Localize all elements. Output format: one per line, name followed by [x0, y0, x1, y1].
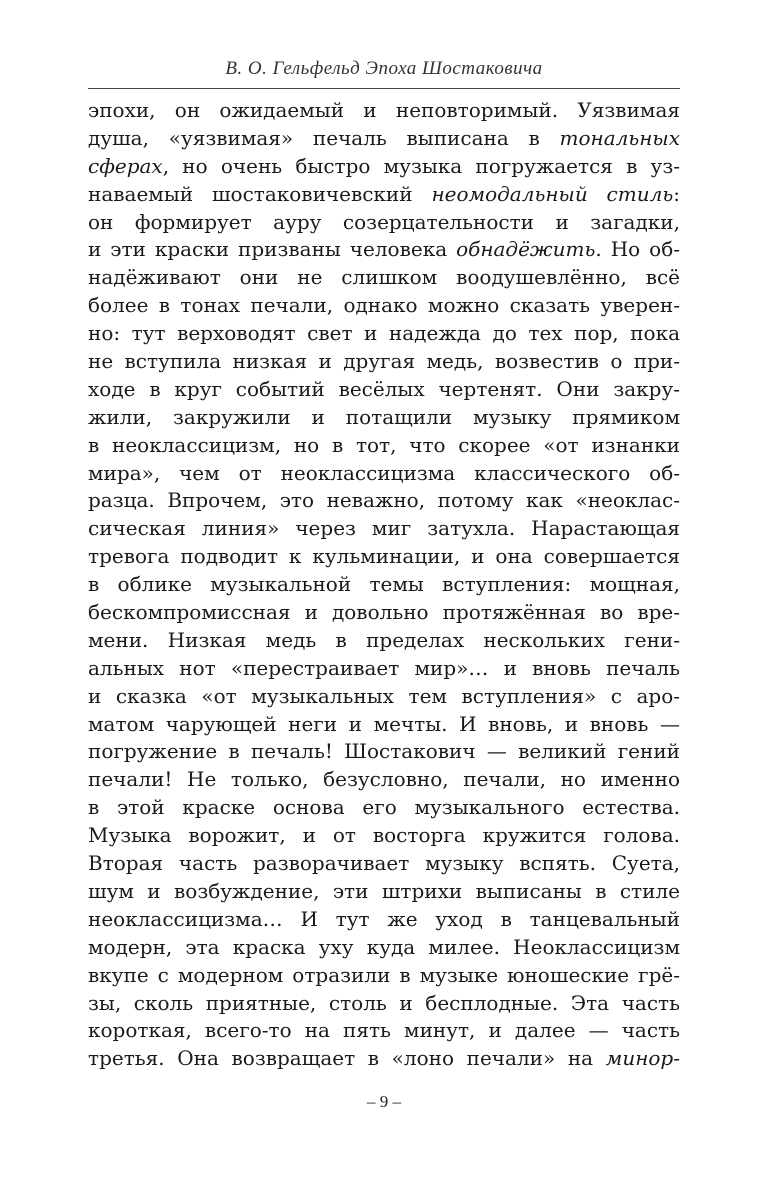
text-line: ходе в круг событий весёлых чертенят. Они закру-	[88, 376, 680, 401]
text-line: зы, сколь приятные, столь и бесплодные. Эта часть	[88, 990, 680, 1015]
text-line: душа, «уязвимая» печаль выписана в тональных	[88, 125, 680, 150]
text-line: третья. Она возвращает в «лоно печали» на минор-	[88, 1046, 680, 1071]
italic-emphasis: сферах	[88, 153, 163, 178]
text-line: более в тонах печали, однако можно сказать уверен-	[88, 293, 680, 318]
header-divider	[88, 88, 680, 89]
text-line: разца. Впрочем, это неважно, потому как «неоклас-	[88, 488, 680, 513]
text-line: в облике музыкальной темы вступления: мощная,	[88, 572, 680, 597]
italic-emphasis: тональных	[559, 125, 680, 150]
text-line: альных нот «перестраивает мир»… и вновь печаль	[88, 655, 680, 680]
text-line: тревога подводит к кульминации, и она совершается	[88, 544, 680, 569]
italic-emphasis: неомодальный стиль	[431, 181, 674, 206]
body-text	[88, 97, 680, 1073]
text-line: печали! Не только, безусловно, печали, но именно	[88, 767, 680, 792]
text-line: и эти краски призваны человека обнадёжить. Но об-	[88, 237, 680, 262]
text-line: но: тут верховодят свет и надежда до тех пор, пока	[88, 321, 680, 346]
text-line: мени. Низкая медь в пределах нескольких гени-	[88, 627, 680, 652]
text-line: матом чарующей неги и мечты. И вновь, и вновь —	[88, 711, 680, 736]
italic-emphasis: минор-	[605, 1046, 680, 1071]
text-line: неоклассицизма… И тут же уход в танцевальный	[88, 906, 680, 931]
text-line: жили, закружили и потащили музыку прямиком	[88, 404, 680, 429]
text-line: и сказка «от музыкальных тем вступления» с аро-	[88, 683, 680, 708]
text-line: в неоклассицизм, но в тот, что скорее «от изнанки	[88, 432, 680, 457]
text-line: короткая, всего-то на пять минут, и далее — часть	[88, 1018, 680, 1043]
text-line: надёживают они не слишком воодушевлённо, всё	[88, 265, 680, 290]
page-number: – 9 –	[367, 1092, 401, 1111]
text-line: вкупе с модерном отразили в музыке юношеские грё-	[88, 962, 680, 987]
text-line: сическая линия» через миг затухла. Нарастающая	[88, 516, 680, 541]
text-line: погружение в печаль! Шостакович — великий гений	[88, 739, 680, 764]
text-line: шум и возбуждение, эти штрихи выписаны в стиле	[88, 878, 680, 903]
text-line: сферах, но очень быстро музыка погружается в уз-	[88, 153, 680, 178]
text-line: в этой краске основа его музыкального естества.	[88, 795, 680, 820]
text-line: Музыка ворожит, и от восторга кружится голова.	[88, 823, 680, 848]
text-line: он формирует ауру созерцательности и загадки,	[88, 209, 680, 234]
text-line: эпохи, он ожидаемый и неповторимый. Уязвимая	[88, 98, 680, 122]
italic-emphasis: обнадёжить	[456, 237, 596, 262]
text-line: наваемый шостаковичевский неомодальный стиль:	[88, 181, 680, 206]
text-line: не вступила низкая и другая медь, возвестив о при-	[88, 349, 680, 374]
text-line: модерн, эта краска уху куда милее. Неоклассицизм	[88, 934, 680, 959]
running-head: В. О. Гельфельд Эпоха Шостаковича	[225, 58, 543, 79]
text-line: Вторая часть разворачивает музыку вспять. Суета,	[88, 851, 680, 876]
text-line: мира», чем от неоклассицизма классического об-	[88, 460, 680, 485]
text-line: бескомпромиссная и довольно протяжённая во вре-	[88, 600, 680, 625]
